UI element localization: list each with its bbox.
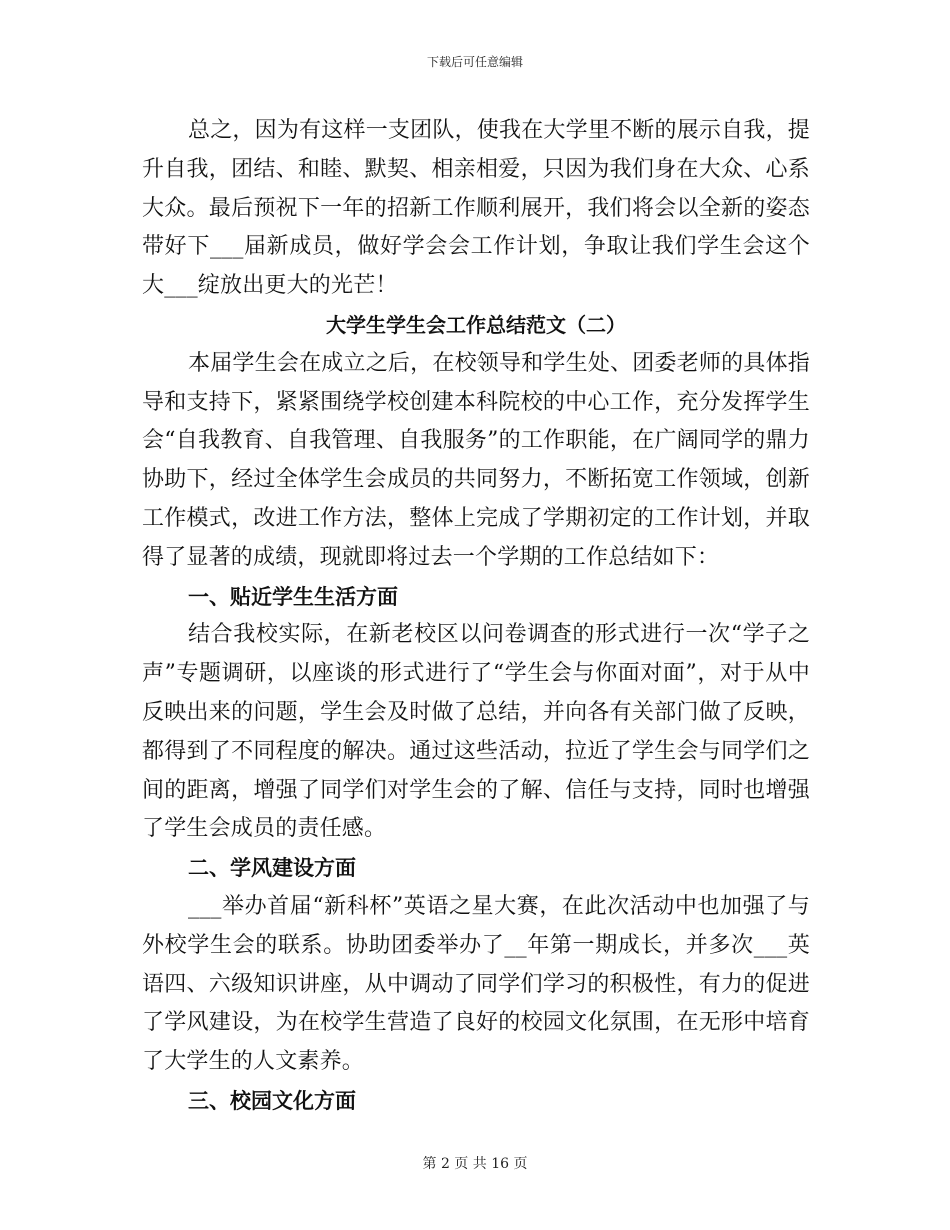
paragraph-intro: 本届学生会在成立之后，在校领导和学生处、团委老师的具体指导和支持下，紧紧围绕学校创建本科院校的中心工作，充分发挥学生会“自我教育、自我管理、自我服务”的工作职能，在广阔同学的鼎力协助下，经过全体学生会成员的共同努力，不断拓宽工作领域，创新工作模式，改进工作方法，整体上完成了学期初定的工作计划，并取得了显著的成绩，现就即将过去一个学期的工作总结如下： [142, 350, 810, 570]
section-heading-campus-culture: 三、校园文化方面 [188, 1087, 356, 1113]
page-header: 下载后可任意编辑 [426, 55, 523, 69]
paragraph-conclusion: 总之，因为有这样一支团队，使我在大学里不断的展示自我，提升自我，团结、和睦、默契、相亲相爱，只因为我们身在大众、心系大众。最后预祝下一年的招新工作顺利展开，我们将会以全新的姿态带好下___届新成员，做好学会会工作计划，争取让我们学生会这个大___绽放出更大的光芒！ [142, 118, 810, 299]
section-heading-study-style: 二、学风建设方面 [188, 855, 356, 881]
section-heading-student-life: 一、贴近学生生活方面 [188, 583, 398, 609]
document-title: 大学生学生会工作总结范文（二） [326, 312, 626, 337]
paragraph-student-life: 结合我校实际，在新老校区以问卷调查的形式进行一次“学子之声”专题调研，以座谈的形式进行了“学生会与你面对面”，对于从中反映出来的问题，学生会及时做了总结，并向各有关部门做了反映，都得到了不同程度的解决。通过这些活动，拉近了学生会与同学们之间的距离，增强了同学们对学生会的了解、信任与支持，同时也增强了学生会成员的责任感。 [142, 622, 810, 842]
page-footer: 第 2 页 共 16 页 [422, 1156, 528, 1172]
document-body [142, 112, 810, 1121]
paragraph-study-style: ___举办首届“新科杯”英语之星大赛，在此次活动中也加强了与外校学生会的联系。协助团委举办了__年第一期成长，并多次___英语四、六级知识讲座，从中调动了同学们学习的积极性，有力的促进了学风建设，为在校学生营造了良好的校园文化氛围，在无形中培育了大学生的人文素养。 [142, 893, 810, 1075]
